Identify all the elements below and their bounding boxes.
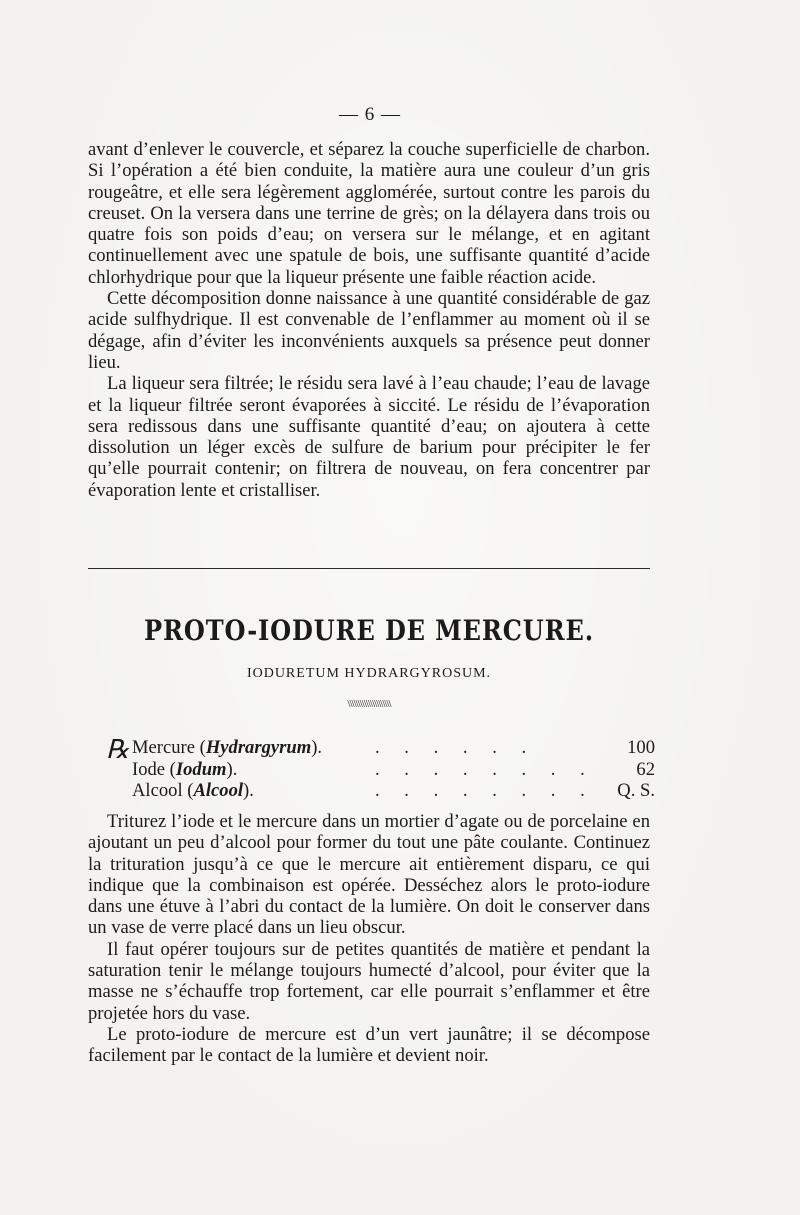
recipe-item-name: Iode (Iodum). bbox=[132, 758, 238, 780]
top-text-block bbox=[88, 139, 650, 501]
paragraph: Le proto-iodure de mercure est d’un vert jaunâtre; il se décompose facilement par le contact de la lumière et devient noir. bbox=[88, 1023, 650, 1067]
recipe-item-leader: . . . . . . . . bbox=[375, 758, 585, 780]
paragraph: Triturez l’iode et le mercure dans un mortier d’agate ou de porcelaine en ajoutant un peu d’alcool pour former du tout une pâte coulante. Continuez la trituration jusqu’à ce que le mercure ait entièrement disparu, ce qui indique que la combinaison est opérée. Desséchez alors le proto-iodure dans une étuve à l’abri du contact de la lumière. On doit le conserver dans un vase de verre placé dans un lieu obscur. bbox=[88, 811, 650, 939]
bottom-text-block bbox=[88, 811, 650, 1067]
section-divider bbox=[88, 568, 650, 569]
section-subtitle: IODURETUM HYDRARGYROSUM. bbox=[246, 666, 492, 681]
recipe-item bbox=[110, 780, 655, 802]
recipe-item-leader: . . . . . . bbox=[375, 737, 527, 758]
page-number: — 6 — bbox=[339, 104, 401, 125]
recipe-item-name: Alcool (Alcool). bbox=[132, 780, 254, 801]
recipe-item bbox=[110, 737, 655, 759]
ornament-divider: \\\\\\\\\\\\\\\\\\\\\ bbox=[347, 698, 391, 710]
recipe-item-name: Mercure (Hydrargyrum). bbox=[132, 737, 323, 758]
paragraph: avant d’enlever le couvercle, et séparez la couche superficielle de charbon. Si l’opération a été bien conduite, la matière aura une couleur d’un gris rougeâtre, et elle sera légèrement agglomérée, surtout contre les parois du creuset. On la versera dans une terrine de grès; on la délayera dans trois ou quatre fois son poids d’eau; on versera sur le mélange, et en agitant continuellement avec une spatule de bois, une suffisante quantité d’acide chlorhydrique pour que la liqueur présente une faible réaction acide. bbox=[88, 139, 650, 288]
paragraph: La liqueur sera filtrée; le résidu sera lavé à l’eau chaude; l’eau de lavage et la liqueur filtrée seront évaporées à siccité. Le résidu de l’évaporation sera redissous dans une suffisante quantité d’eau; on ajoutera à cette dissolution un léger excès de sulfure de barium pour précipiter le fer qu’elle pourrait contenir; on filtrera de nouveau, on fera concentrer par évaporation lente et cristalliser. bbox=[88, 373, 650, 501]
paragraph: Il faut opérer toujours sur de petites quantités de matière et pendant la saturation tenir le mélange toujours humecté d’alcool, pour éviter que la masse ne s’échauffe trop fortement, car elle pourrait s’enflammer et être projetée hors du vase. bbox=[88, 938, 650, 1024]
recipe-item-leader: . . . . . . . . bbox=[375, 780, 585, 801]
recipe-symbol: ℞ bbox=[106, 735, 130, 764]
recipe-item-quantity: 62 bbox=[636, 758, 655, 780]
paragraph: Cette décomposition donne naissance à une quantité considérable de gaz acide sulfhydrique. Il est convenable de l’enflammer au moment où il se dégage, afin d’éviter les inconvénients auxquels sa présence peut donner lieu. bbox=[88, 288, 650, 373]
recipe-item bbox=[110, 759, 655, 781]
recipe-item-quantity: Q. S. bbox=[617, 780, 655, 801]
section-title: PROTO-IODURE DE MERCURE. bbox=[144, 614, 594, 647]
recipe-list bbox=[106, 735, 655, 802]
recipe-item-quantity: 100 bbox=[627, 737, 655, 758]
